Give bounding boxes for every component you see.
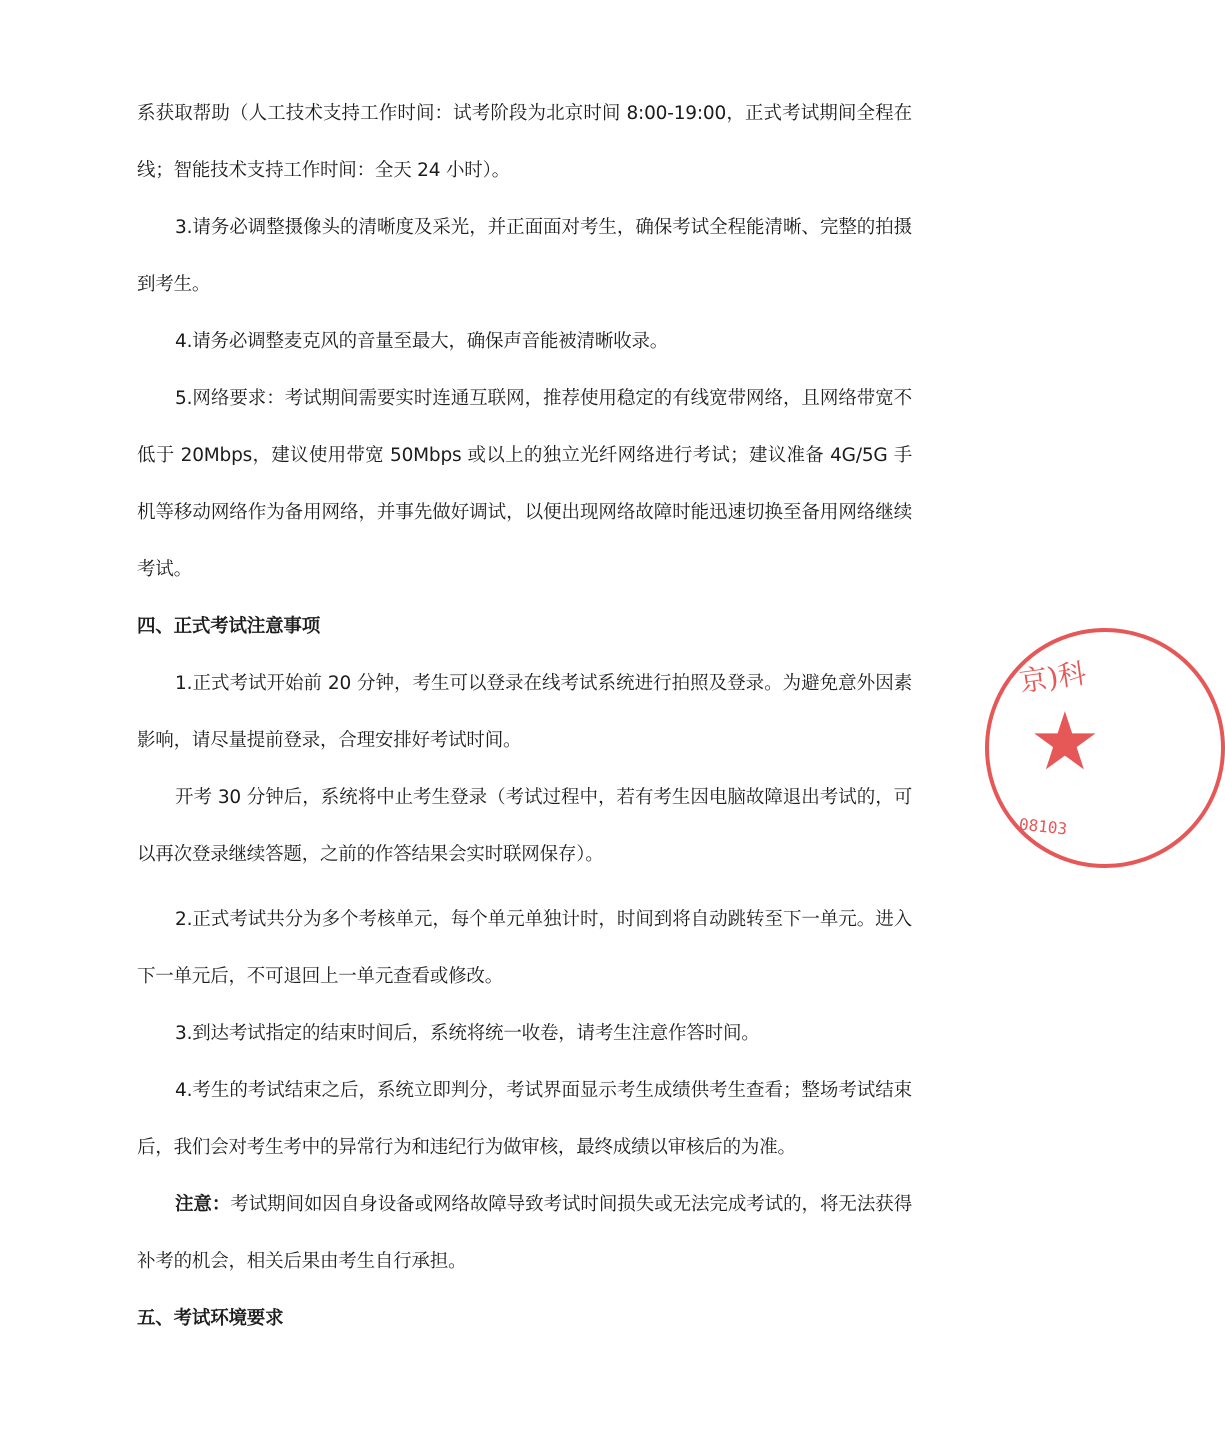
- section-heading-5: 五、考试环境要求: [137, 1308, 284, 1329]
- paragraph-microphone: 4.请务必调整麦克风的音量至最大，确保声音能被清晰收录。: [175, 331, 669, 352]
- paragraph-note: [137, 1176, 912, 1290]
- star-icon: ★: [1029, 695, 1101, 788]
- paragraph-scoring: 4.考生的考试结束之后，系统立即判分，考试界面显示考生成绩供考生查看；整场考试结束后，我们会对考生考中的异常行为和违纪行为做审核，最终成绩以审核后的为准。: [137, 1080, 912, 1158]
- official-seal-stamp: [985, 628, 1225, 868]
- note-text: 考试期间如因自身设备或网络故障导致考试时间损失或无法完成考试的，将无法获得补考的机会，相关后果由考生自行承担。: [137, 1194, 913, 1272]
- seal-text: 京)科: [1017, 656, 1089, 699]
- paragraph-network: 5.网络要求：考试期间需要实时连通互联网，推荐使用稳定的有线宽带网络，且网络带宽不低于 20Mbps，建议使用带宽 50Mbps 或以上的独立光纤网络进行考试；建议准备 4G/5G 手机等移动网络作为备用网络，并事先做好调试，以便出现网络故障时能迅速切换至备用网络继续考试。: [137, 388, 912, 580]
- section-heading-4: 四、正式考试注意事项: [137, 616, 321, 637]
- document-body: [137, 85, 912, 1347]
- paragraph-login-stop: 开考 30 分钟后，系统将中止考生登录（考试过程中，若有考生因电脑故障退出考试的，可以再次登录继续答题，之前的作答结果会实时联网保存）。: [137, 787, 912, 865]
- seal-number: 08103: [1018, 814, 1069, 839]
- paragraph-units: 2.正式考试共分为多个考核单元，每个单元单独计时，时间到将自动跳转至下一单元。进入下一单元后，不可退回上一单元查看或修改。: [137, 909, 912, 987]
- paragraph-camera: 3.请务必调整摄像头的清晰度及采光，并正面面对考生，确保考试全程能清晰、完整的拍摄到考生。: [137, 217, 912, 295]
- paragraph-end-time: 3.到达考试指定的结束时间后，系统将统一收卷，请考生注意作答时间。: [175, 1023, 760, 1044]
- paragraph-login-time: 1.正式考试开始前 20 分钟，考生可以登录在线考试系统进行拍照及登录。为避免意外因素影响，请尽量提前登录，合理安排好考试时间。: [137, 673, 912, 751]
- paragraph-support-hours: 系获取帮助（人工技术支持工作时间：试考阶段为北京时间 8:00-19:00，正式考试期间全程在线；智能技术支持工作时间：全天 24 小时）。: [137, 103, 912, 181]
- spacer: [137, 883, 912, 891]
- note-label: 注意：: [175, 1194, 231, 1215]
